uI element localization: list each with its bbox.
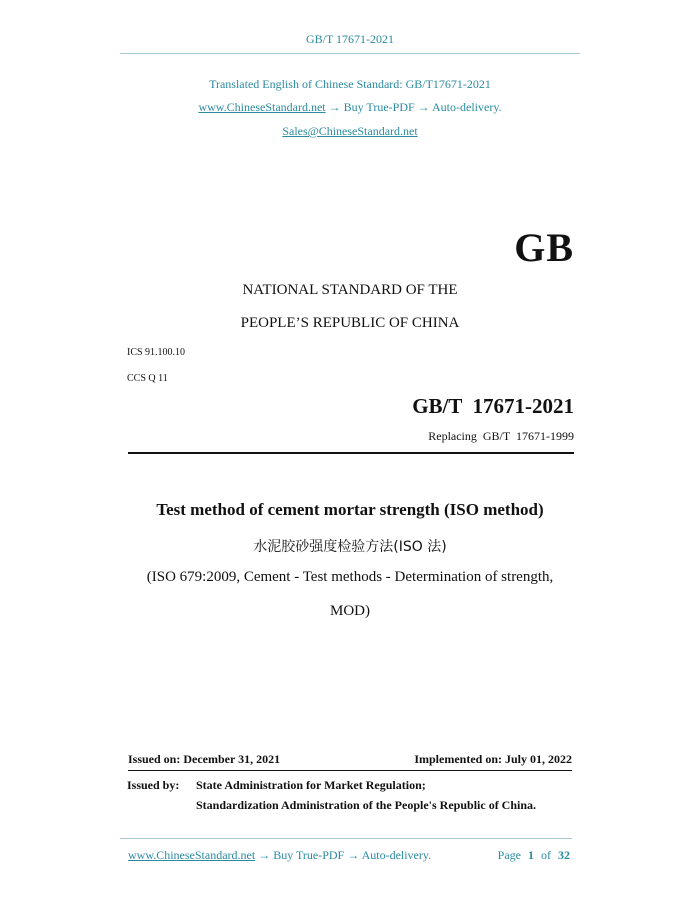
issued-by-line1: State Administration for Market Regulation; <box>196 778 426 792</box>
issued-by-line2: Standardization Administration of the People's Republic of China. <box>196 798 537 812</box>
ccs-code: CCS Q 11 <box>127 373 168 384</box>
replacing-note: Replacing GB/T 17671-1999 <box>428 429 574 443</box>
translation-links-line <box>0 100 700 115</box>
page-total: 32 <box>558 848 570 862</box>
implemented-on: Implemented on: July 01, 2022 <box>414 752 572 766</box>
page-number: 1 <box>528 848 534 862</box>
of-label: of <box>541 848 551 862</box>
footer-links <box>128 848 431 863</box>
header-rule <box>120 53 580 54</box>
footer-website-link[interactable]: www.ChineseStandard.net <box>128 848 256 862</box>
national-title-line1: NATIONAL STANDARD OF THE <box>242 282 458 298</box>
gb-logo: GB <box>514 225 574 270</box>
buy-pdf-text: → Buy True-PDF → Auto-delivery. <box>325 100 502 114</box>
iso-reference-line1: (ISO 679:2009, Cement - Test methods - Determination of strength, <box>146 569 554 585</box>
page-indicator <box>498 848 570 863</box>
issued-on: Issued on: December 31, 2021 <box>128 752 281 766</box>
email-link[interactable]: Sales@ChineseStandard.net <box>282 124 418 138</box>
page-label: Page <box>497 848 521 862</box>
iso-reference-line2: MOD) <box>330 603 370 619</box>
title-rule <box>128 452 574 454</box>
footer-rule <box>120 838 572 839</box>
standard-number: GB/T 17671-2021 <box>412 394 574 418</box>
title-chinese: 水泥胶砂强度检验方法(ISO 法) <box>253 539 447 555</box>
national-title-line2: PEOPLE’S REPUBLIC OF CHINA <box>240 315 460 331</box>
translation-note-line: Translated English of Chinese Standard: GB/T17671-2021 <box>209 77 491 91</box>
email-line <box>0 124 700 139</box>
ics-code: ICS 91.100.10 <box>127 347 186 358</box>
issued-rule <box>128 770 572 771</box>
title-english: Test method of cement mortar strength (ISO method) <box>156 500 544 519</box>
footer-buy-text: → Buy True-PDF → Auto-delivery. <box>255 848 432 862</box>
issued-by-label: Issued by: <box>127 778 180 792</box>
website-link[interactable]: www.ChineseStandard.net <box>198 100 326 114</box>
header-code: GB/T 17671-2021 <box>305 32 395 46</box>
